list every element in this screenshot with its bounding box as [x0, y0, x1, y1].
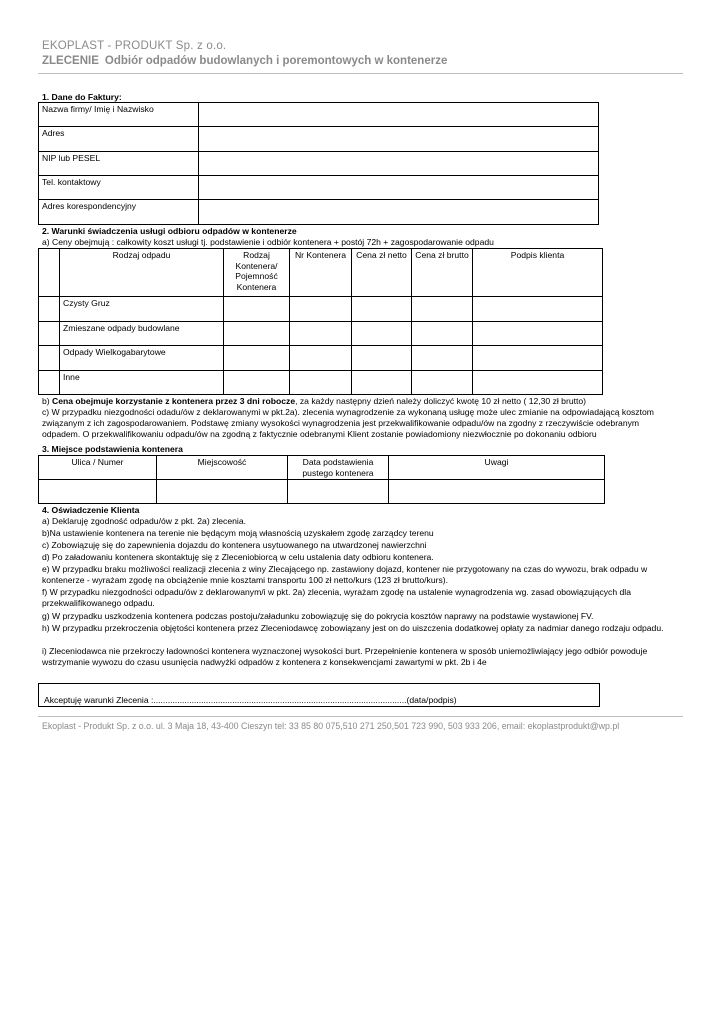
net-price-cell[interactable] — [352, 346, 412, 371]
container-type-cell[interactable] — [224, 346, 290, 371]
table-row — [39, 371, 603, 395]
line-b-bold: Cena obejmuje korzystanie z kontenera przez 3 dni robocze — [52, 396, 296, 406]
correspondence-address-field[interactable] — [199, 200, 599, 225]
statement-b: b)Na ustawienie kontenera na terenie nie będącym moją własnością uzyskałem zgodę zarządcy terenu — [42, 528, 434, 538]
line-b-rest: , za każdy następny dzień należy doliczyć kwotę 10 zł netto ( 12,30 zł brutto) — [295, 396, 587, 406]
waste-table — [38, 248, 603, 395]
col-gross-price: Cena zł brutto — [412, 249, 473, 297]
section2-line-b — [42, 396, 678, 407]
row-index-cell — [39, 297, 60, 322]
signature-cell[interactable] — [473, 346, 603, 371]
invoice-data-table — [38, 102, 599, 225]
statement-e: e) W przypadku braku możliwości realizacji zlecenia z winy Zlecającego np. zastawiony dojazd, kontener nie przygotowany na czas do wywozu, brak odpadu w kontenerze - wyrażam zgodę na obciążenie mnie kosztami transportu 100 zł netto/kurs (123 zł brutto/kurs). — [42, 564, 648, 585]
col-client-signature: Podpis klienta — [473, 249, 603, 297]
statement-h: h) W przypadku przekroczenia objętości kontenera przez Zleceniodawcę zobowiązany jest on do uiszczenia dodatkowej opłaty za nadmiar danego rodzaju odpadu. — [42, 623, 664, 633]
delivery-date-field[interactable] — [288, 480, 389, 504]
label-correspondence-address: Adres korespondencyjny — [39, 200, 199, 225]
section2-heading: 2. Warunki świadczenia usługi odbioru odpadów w kontenerze — [42, 226, 297, 236]
waste-type-cell: Czysty Gruz — [60, 297, 224, 322]
acceptance-box[interactable] — [38, 683, 600, 707]
location-table — [38, 455, 605, 504]
street-field[interactable] — [39, 480, 157, 504]
row-index-cell — [39, 371, 60, 395]
container-number-cell[interactable] — [290, 322, 352, 346]
statement-c: c) Zobowiązuję się do zapewnienia dojazdu do kontenera usytuowanego na utwardzonej nawierzchni — [42, 540, 427, 550]
container-type-cell[interactable] — [224, 297, 290, 322]
col-city: Miejscowość — [157, 456, 288, 480]
table-row — [39, 346, 603, 371]
signature-cell[interactable] — [473, 322, 603, 346]
container-number-cell[interactable] — [290, 346, 352, 371]
waste-type-cell: Inne — [60, 371, 224, 395]
gross-price-cell[interactable] — [412, 346, 473, 371]
container-type-cell[interactable] — [224, 371, 290, 395]
statement-i: i) Zleceniodawca nie przekroczy ładowności kontenera wyznaczonej wysokości burt. Przepełnienie kontenera w sposób uniemożliwiający jego odbiór powoduje wstrzymanie wywozu do czasu usunięcia nadwyżki odpadów z kontenera z konsekwencjami zawartymi w pkt. 2b i 4e — [42, 646, 648, 667]
waste-type-cell: Odpady Wielkogabarytowe — [60, 346, 224, 371]
waste-type-cell: Zmieszane odpady budowlane — [60, 322, 224, 346]
col-net-price: Cena zł netto — [352, 249, 412, 297]
col-waste-type: Rodzaj odpadu — [60, 249, 224, 297]
col-street: Ulica / Numer — [39, 456, 157, 480]
container-number-cell[interactable] — [290, 371, 352, 395]
statement-g: g) W przypadku uszkodzenia kontenera podczas postoju/załadunku zobowiązuję się do pokrycia kosztów naprawy na podstawie wystawionej FV. — [42, 611, 594, 621]
section4-heading: 4. Oświadczenie Klienta — [42, 505, 140, 515]
signature-cell[interactable] — [473, 371, 603, 395]
col-notes: Uwagi — [389, 456, 605, 480]
title-text: Odbiór odpadów budowlanych i poremontowych w kontenerze — [104, 55, 448, 67]
label-company-name: Nazwa firmy/ Imię i Nazwisko — [39, 103, 199, 127]
footer-divider — [38, 716, 683, 717]
company-name-field[interactable] — [199, 103, 599, 127]
section3-heading: 3. Miejsce podstawienia kontenera — [42, 444, 183, 454]
acceptance-text: Akceptuję warunki Zlecenia :..........................................................................................................(data/podpis) — [44, 695, 457, 705]
nip-field[interactable] — [199, 152, 599, 176]
address-field[interactable] — [199, 127, 599, 152]
col-delivery-date: Data podstawienia pustego kontenera — [288, 456, 389, 480]
signature-cell[interactable] — [473, 297, 603, 322]
footer-contact: Ekoplast - Produkt Sp. z o.o. ul. 3 Maja 18, 43-400 Cieszyn tel: 33 85 80 075,510 271 250,501 723 990, 503 933 206, email: ekoplastprodukt@wp.pl — [42, 721, 620, 731]
label-nip: NIP lub PESEL — [39, 152, 199, 176]
section2-line-a: a) Ceny obejmują : całkowity koszt usługi tj. podstawienie i odbiór kontenera + postój 72h + zagospodarowanie odpadu — [42, 237, 494, 247]
table-row — [39, 297, 603, 322]
city-field[interactable] — [157, 480, 288, 504]
phone-field[interactable] — [199, 176, 599, 200]
document-header — [42, 40, 682, 67]
net-price-cell[interactable] — [352, 371, 412, 395]
col-container-type: Rodzaj Kontenera/ Pojemność Kontenera — [224, 249, 290, 297]
gross-price-cell[interactable] — [412, 371, 473, 395]
label-phone: Tel. kontaktowy — [39, 176, 199, 200]
label-address: Adres — [39, 127, 199, 152]
container-number-cell[interactable] — [290, 297, 352, 322]
row-index-cell — [39, 322, 60, 346]
header-divider — [38, 73, 683, 74]
waste-table-index-header — [39, 249, 60, 297]
statement-d: d) Po załadowaniu kontenera skontaktuję się z Zleceniobiorcą w celu ustalenia daty odbioru kontenera. — [42, 552, 434, 562]
net-price-cell[interactable] — [352, 322, 412, 346]
statement-f: f) W przypadku niezgodności odpadu/ów z deklarowanym/i w pkt. 2a) zlecenia, wyrażam zgodę na ustalenie wynagrodzenia wg. zasad obowiązujących dla przekwalifikowanego odpadu. — [42, 587, 631, 608]
line-b-prefix: b) — [42, 396, 53, 406]
gross-price-cell[interactable] — [412, 322, 473, 346]
statement-a: a) Deklaruję zgodność odpadu/ów z pkt. 2a) zlecenia. — [42, 516, 246, 526]
table-row — [39, 322, 603, 346]
company-name: EKOPLAST - PRODUKT Sp. z o.o. — [42, 40, 227, 52]
section2-line-c: c) W przypadku niezgodności odadu/ów z deklarowanymi w pkt.2a). zlecenia wynagrodzenie za wykonaną usługę może ulec zmianie na odpowiadającą kosztom związanym z ich zagospodarowaniem. Podstawę zmiany wysokości wynagrodzenia jest przekwalifikowanie odpadu/ów na zgodny z rzeczywiście odebranym odpadem. O przekwalifikowaniu odpadu/ów na zgodną z faktycznie odebranymi Klient zostanie powiadomiony niezwłocznie po dokonaniu odbioru — [42, 407, 654, 439]
title-label: ZLECENIE — [42, 55, 99, 67]
gross-price-cell[interactable] — [412, 297, 473, 322]
net-price-cell[interactable] — [352, 297, 412, 322]
row-index-cell — [39, 346, 60, 371]
section1-heading: 1. Dane do Faktury: — [42, 92, 122, 102]
col-container-number: Nr Kontenera — [290, 249, 352, 297]
notes-field[interactable] — [389, 480, 605, 504]
table-row — [39, 480, 605, 504]
document-title — [42, 55, 682, 67]
container-type-cell[interactable] — [224, 322, 290, 346]
